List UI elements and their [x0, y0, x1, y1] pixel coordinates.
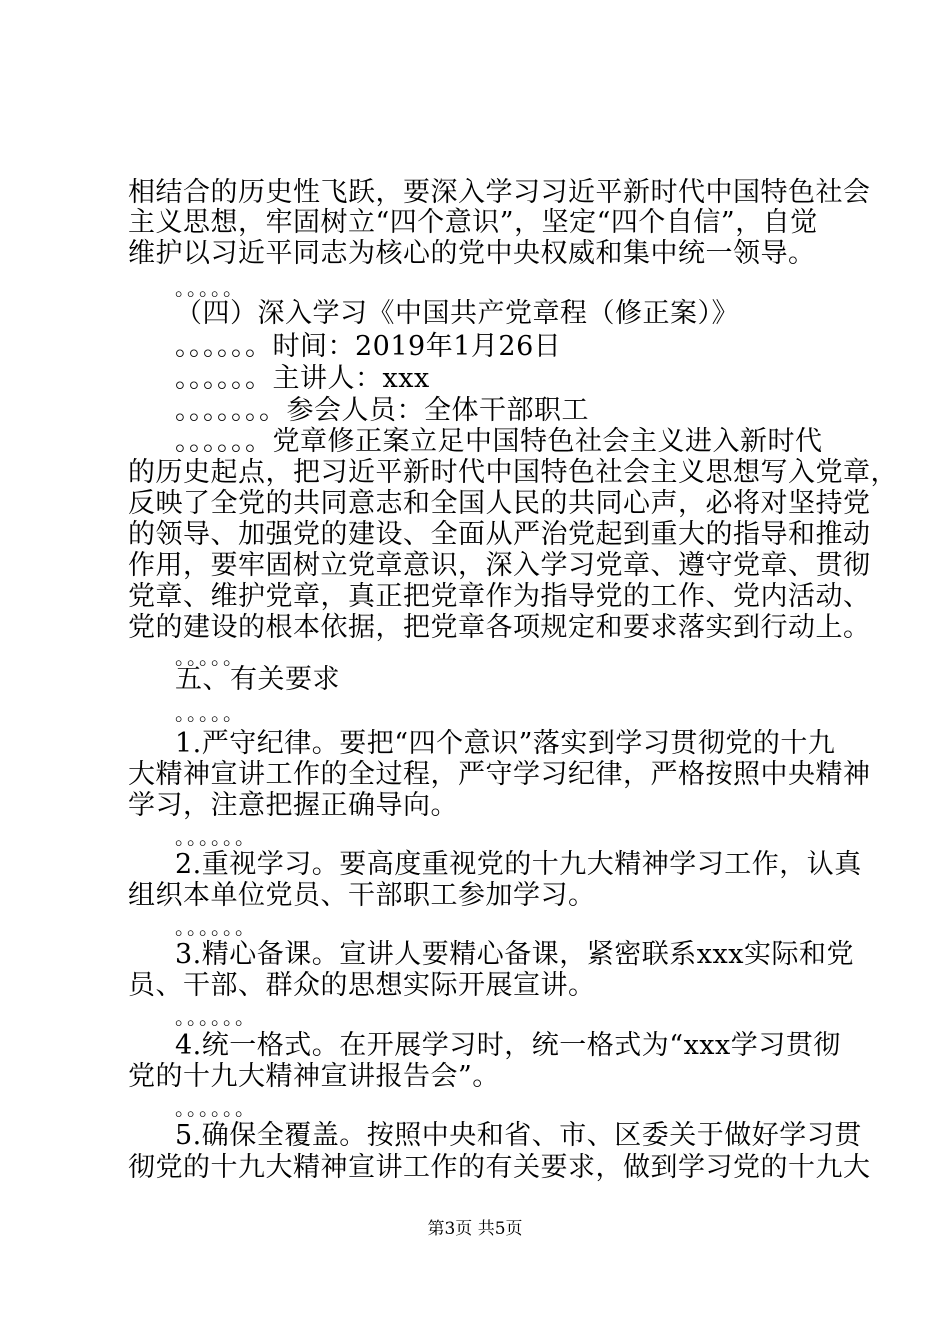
- page-number-footer: 第3页 共5页: [427, 1219, 523, 1239]
- dot-separator: 。。。。。。: [175, 915, 257, 939]
- body-text-line: 组织本单位党员、干部职工参加学习。: [128, 880, 596, 911]
- body-text-line: 的历史起点，把习近平新时代中国特色社会主义思想写入党章，: [128, 457, 898, 488]
- body-text-line: 维护以习近平同志为核心的党中央权威和集中统一领导。: [128, 238, 816, 269]
- body-text-line: 相结合的历史性飞跃，要深入学习习近平新时代中国特色社会: [128, 177, 871, 208]
- meeting-time: 。。。。。。时间：2019年1月26日: [175, 331, 562, 362]
- body-text-line: 的领导、加强党的建设、全面从严治党起到重大的指导和推动: [128, 519, 871, 550]
- meeting-speaker: 。。。。。。主讲人：xxx: [175, 363, 430, 394]
- dot-separator: 。。。。。。: [175, 1005, 257, 1029]
- body-text-line: 大精神宣讲工作的全过程，严守学习纪律，严格按照中央精神: [128, 759, 871, 790]
- dot-separator: 。。。。。: [175, 701, 245, 725]
- body-text-line: 。。。。。。党章修正案立足中国特色社会主义进入新时代: [175, 426, 823, 457]
- dot-separator: 。。。。。: [175, 276, 245, 300]
- section-heading: （四）深入学习《中国共产党章程（修正案）》: [175, 298, 739, 329]
- body-text-line: 主义思想，牢固树立“四个意识”，坚定“四个自信”，自觉: [128, 207, 818, 238]
- body-text-line: 员、干部、群众的思想实际开展宣讲。: [128, 970, 596, 1001]
- requirement-item: 1.严守纪律。要把“四个意识”落实到学习贯彻党的十九: [175, 728, 836, 759]
- requirement-item: 2.重视学习。要高度重视党的十九大精神学习工作，认真: [175, 849, 862, 880]
- dot-separator: 。。。。。。: [175, 1096, 257, 1120]
- section-heading: 五、有关要求: [175, 664, 340, 695]
- requirement-item: 5.确保全覆盖。按照中央和省、市、区委关于做好学习贯: [175, 1120, 862, 1151]
- body-text-line: 党的十九大精神宣讲报告会”。: [128, 1061, 500, 1092]
- body-text-line: 党的建设的根本依据，把党章各项规定和要求落实到行动上。: [128, 612, 871, 643]
- dot-separator: 。。。。。。: [175, 825, 257, 849]
- requirement-item: 3.精心备课。宣讲人要精心备课，紧密联系xxx实际和党: [175, 939, 854, 970]
- meeting-attendees: 。。。。。。。参会人员：全体干部职工: [175, 395, 589, 426]
- body-text-line: 反映了全党的共同意志和全国人民的共同心声，必将对坚持党: [128, 488, 871, 519]
- requirement-item: 4.统一格式。在开展学习时，统一格式为“xxx学习贯彻: [175, 1030, 841, 1061]
- body-text-line: 党章、维护党章，真正把党章作为指导党的工作、党内活动、: [128, 581, 871, 612]
- body-text-line: 彻党的十九大精神宣讲工作的有关要求，做到学习党的十九大: [128, 1152, 871, 1183]
- body-text-line: 学习，注意把握正确导向。: [128, 790, 458, 821]
- body-text-line: 作用，要牢固树立党章意识，深入学习党章、遵守党章、贯彻: [128, 550, 871, 581]
- dot-separator: 。。。。。: [175, 645, 245, 669]
